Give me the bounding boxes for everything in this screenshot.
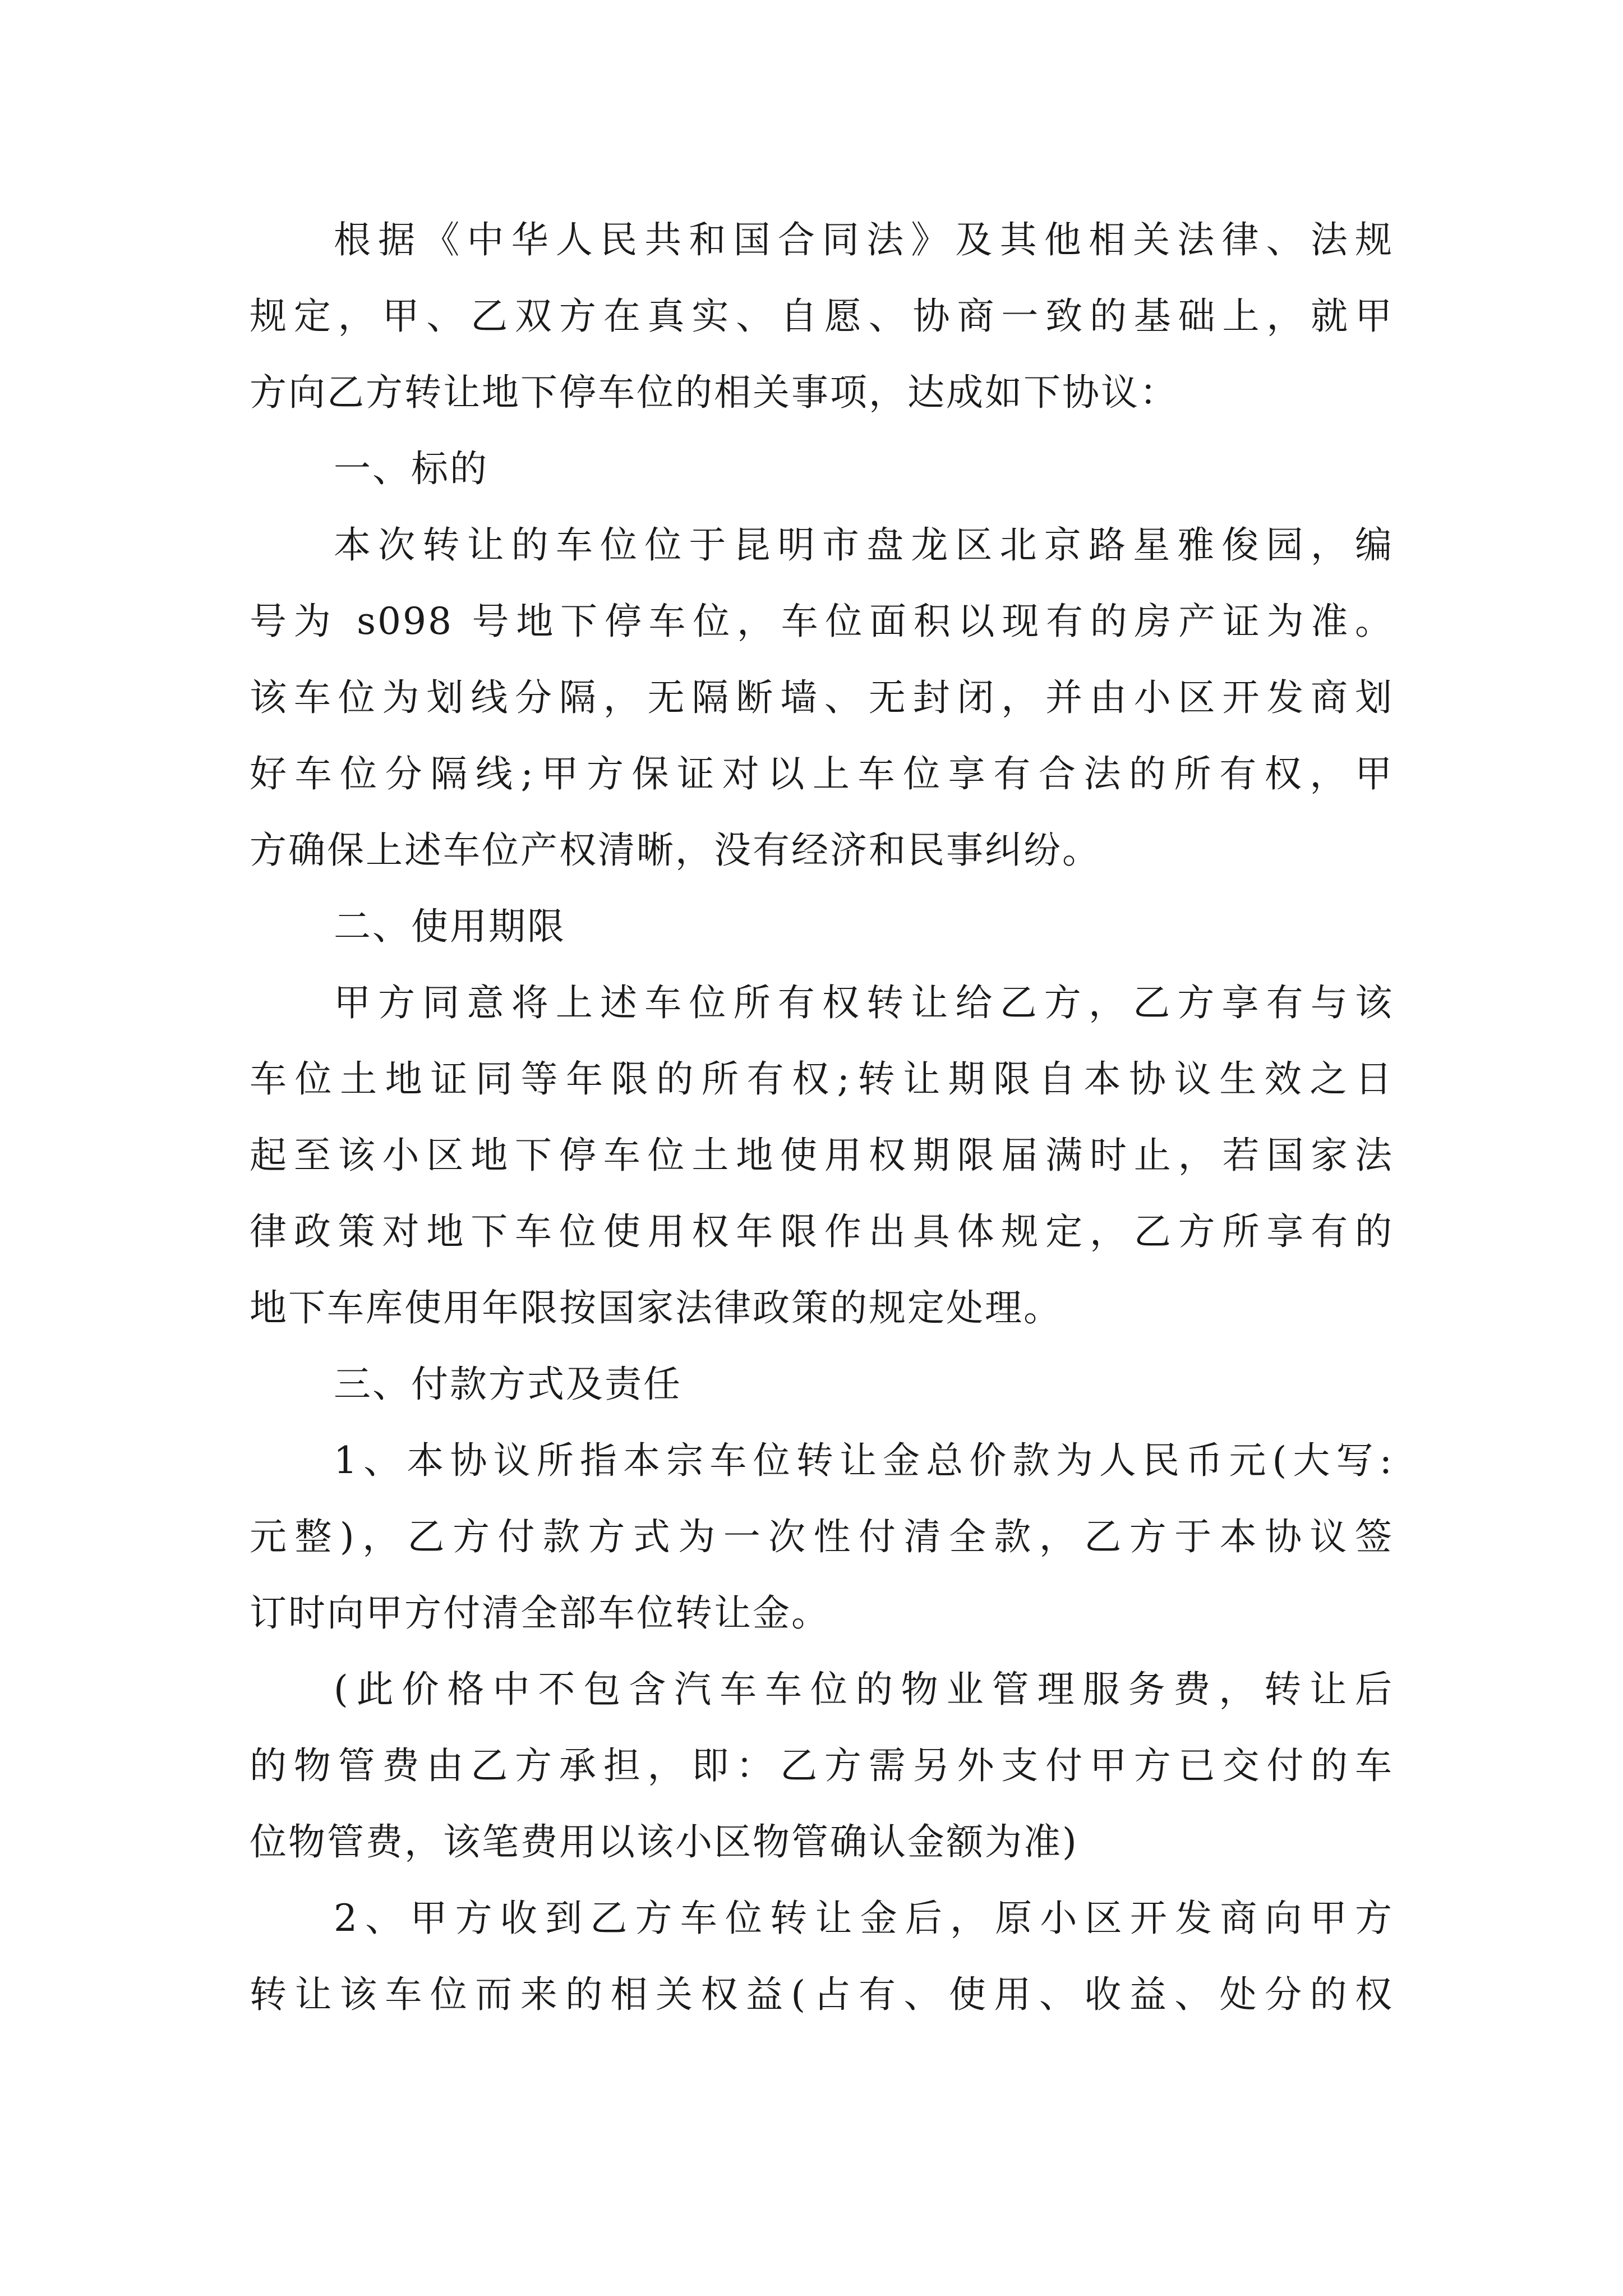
text-line: 1、本协议所指本宗车位转让金总价款为人民币元(大写: [334, 1439, 1394, 1482]
document-body [250, 202, 1394, 2033]
paragraph-term [250, 965, 1394, 1346]
text-line: 律政策对地下车位使用权年限作出具体规定，乙方所享有的 [250, 1210, 1394, 1253]
paragraph-payment-1 [250, 1423, 1394, 1651]
text-line: 本次转让的车位位于昆明市盘龙区北京路星雅俊园，编 [334, 523, 1394, 567]
text-line: 号为 s098 号地下停车位，车位面积以现有的房产证为准。 [250, 600, 1394, 643]
text-line: 好车位分隔线;甲方保证对以上车位享有合法的所有权，甲 [250, 752, 1394, 795]
text-line: 起至该小区地下停车位土地使用权期限届满时止，若国家法 [250, 1134, 1394, 1177]
text-line: 地下车库使用年限按国家法律政策的规定处理。 [250, 1286, 1062, 1329]
paragraph-payment-note [250, 1651, 1394, 1880]
heading-text: 三、付款方式及责任 [334, 1363, 682, 1406]
heading-text: 一、标的 [334, 447, 488, 490]
text-line: 位物管费，该笔费用以该小区物管确认金额为准) [250, 1820, 1078, 1864]
section-heading-subject [250, 431, 1394, 507]
heading-text: 二、使用期限 [334, 905, 566, 948]
text-line: (此价格中不包含汽车车位的物业管理服务费，转让后 [334, 1668, 1394, 1711]
paragraph-subject [250, 507, 1394, 889]
text-line: 该车位为划线分隔，无隔断墙、无封闭，并由小区开发商划 [250, 676, 1394, 719]
section-heading-term [250, 889, 1394, 965]
text-line: 方向乙方转让地下停车位的相关事项，达成如下协议： [250, 371, 1178, 414]
paragraph-intro [250, 202, 1394, 431]
text-line: 甲方同意将上述车位所有权转让给乙方，乙方享有与该 [334, 981, 1394, 1024]
section-heading-payment [250, 1346, 1394, 1423]
text-line: 规定，甲、乙双方在真实、自愿、协商一致的基础上，就甲 [250, 295, 1394, 338]
paragraph-payment-2 [250, 1880, 1394, 2033]
text-line: 车位土地证同等年限的所有权;转让期限自本协议生效之日 [250, 1057, 1394, 1101]
text-line: 转让该车位而来的相关权益(占有、使用、收益、处分的权 [250, 1973, 1394, 2016]
text-line: 订时向甲方付清全部车位转让金。 [250, 1591, 830, 1635]
text-line: 2、甲方收到乙方车位转让金后，原小区开发商向甲方 [334, 1897, 1394, 1940]
text-line: 元整)，乙方付款方式为一次性付清全款，乙方于本协议签 [250, 1515, 1394, 1558]
text-line: 方确保上述车位产权清晰，没有经济和民事纠纷。 [250, 829, 1101, 872]
text-line: 根据《中华人民共和国合同法》及其他相关法律、法规 [334, 218, 1394, 261]
text-line: 的物管费由乙方承担，即：乙方需另外支付甲方已交付的车 [250, 1744, 1394, 1787]
